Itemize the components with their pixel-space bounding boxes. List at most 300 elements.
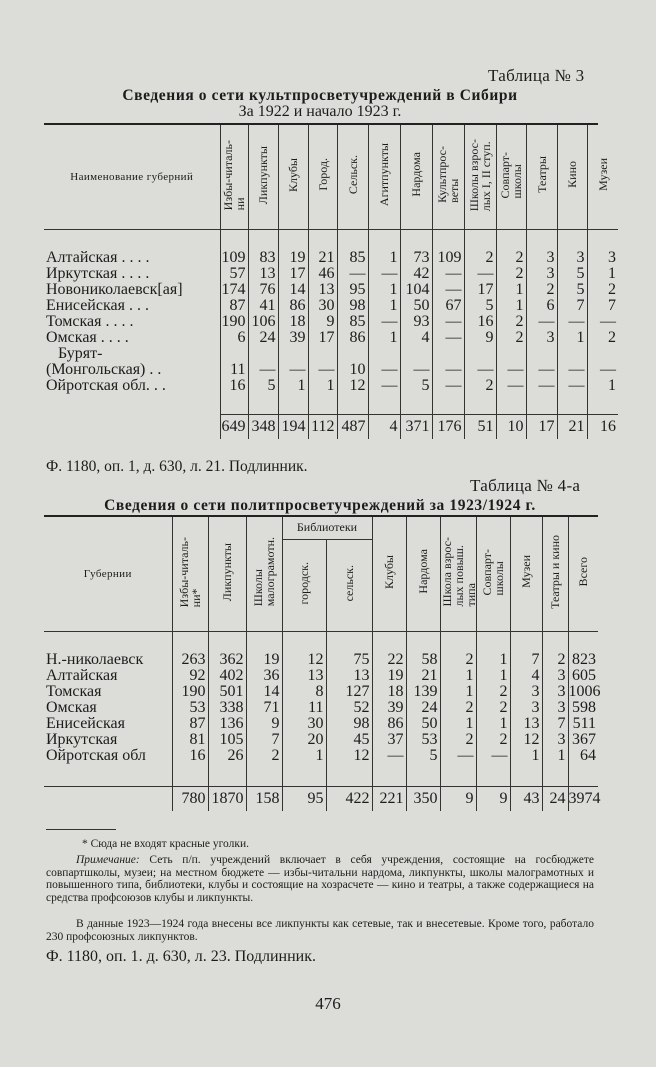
- table3-cell: 5: [248, 378, 278, 394]
- table3-cell: 1: [587, 378, 618, 394]
- table3-cell: 2: [464, 378, 496, 394]
- table3-spacer-cell: [526, 394, 557, 415]
- table4-spacer-cell: [406, 764, 440, 787]
- table4-cell: 45: [326, 732, 372, 748]
- table3-spacer-cell: [308, 394, 337, 415]
- table3-col-header-5-text: Агитпункты: [377, 143, 391, 207]
- table4-spacer-cell: [510, 764, 542, 787]
- table4-cell: 19: [372, 668, 406, 684]
- table4-spacer-cell: [372, 764, 406, 787]
- table4-col-header-7-text: Школа взрос- лых повыш. типа: [439, 536, 478, 607]
- table3-cell: 5: [557, 282, 587, 298]
- table3-spacer-cell: [587, 229, 618, 250]
- table3-spacer-cell: [44, 229, 220, 250]
- table4-cell: 8: [282, 684, 326, 700]
- table3-cell: [400, 346, 432, 362]
- table3-total-cell: 51: [464, 414, 496, 439]
- table3-col-header-5: [368, 125, 400, 229]
- table3-cell: —: [368, 378, 400, 394]
- table4-cell: 13: [326, 668, 372, 684]
- table4-col-header-11: [568, 517, 598, 631]
- table3-cell: [248, 346, 278, 362]
- table3-spacer-row: [44, 229, 618, 250]
- table3-cell: 14: [278, 282, 308, 298]
- table3-cell: 16: [464, 314, 496, 330]
- table4-col-header-8: [476, 517, 510, 631]
- table3-title: Сведения о сети культпросветучреждений в Сибири: [122, 87, 518, 104]
- table3-spacer-cell: [464, 394, 496, 415]
- table4-cell: 50: [406, 716, 440, 732]
- table3-total-cell: 176: [432, 414, 464, 439]
- table4-cell: 22: [372, 652, 406, 668]
- table3-cell: 106: [248, 314, 278, 330]
- table3-spacer-cell: [464, 229, 496, 250]
- table3-spacer-cell: [44, 394, 220, 415]
- table4-cell: 30: [282, 716, 326, 732]
- table3-total-label: [44, 414, 220, 439]
- table4-spacer-cell: [326, 631, 372, 652]
- table3-cell: [496, 346, 526, 362]
- table4-row-name: Томская: [46, 682, 102, 700]
- table4-source: Ф. 1180, оп. 1. д. 630, л. 23. Подлинник.: [46, 948, 316, 965]
- table3-total-cell: 194: [278, 414, 308, 439]
- table3-cell: 50: [400, 298, 432, 314]
- table4-col-header-5-text: Клубы: [382, 554, 397, 589]
- table4-spacer-cell: [440, 764, 476, 787]
- footnote-rule: [46, 829, 116, 830]
- table4-header-row-top: [44, 517, 598, 539]
- table4-cell: 26: [208, 748, 246, 764]
- table3-header-row: [44, 125, 618, 229]
- table4-col-header-0: [172, 517, 208, 631]
- table3-cell: 174: [220, 282, 248, 298]
- table3-cell: —: [557, 314, 587, 330]
- table4-cell: 1: [440, 668, 476, 684]
- table4-cell: 501: [208, 684, 246, 700]
- table3-cell: 24: [248, 330, 278, 346]
- table4-spacer-row: [44, 764, 598, 787]
- table3-cell: 109: [432, 250, 464, 266]
- table4-cell: 37: [372, 732, 406, 748]
- table3-cell: 86: [337, 330, 368, 346]
- table3-cell: 93: [400, 314, 432, 330]
- table3-spacer-cell: [220, 394, 248, 415]
- table4-row-name: Ойротская обл: [46, 746, 146, 764]
- table3-cell: 1: [587, 266, 618, 282]
- table4-cell: 7: [246, 732, 282, 748]
- table3-col-header-4: [337, 125, 368, 229]
- table3-cell: —: [496, 378, 526, 394]
- table4-cell: 367: [568, 732, 598, 748]
- table4-total-label: [44, 786, 172, 811]
- table4-cell: 19: [246, 652, 282, 668]
- table4-col-header-1: [208, 517, 246, 631]
- table3-spacer-cell: [368, 229, 400, 250]
- table3-cell: 3: [557, 250, 587, 266]
- table4-spacer-cell: [172, 631, 208, 652]
- table4-spacer-cell: [510, 631, 542, 652]
- table4-cell: 1: [510, 748, 542, 764]
- table3-cell: 85: [337, 314, 368, 330]
- table3-cell: [464, 346, 496, 362]
- table3-total-cell: 4: [368, 414, 400, 439]
- table4-cell: —: [476, 748, 510, 764]
- table4-cell: 12: [282, 652, 326, 668]
- table3-row: [44, 250, 618, 266]
- table4-cell: —: [372, 748, 406, 764]
- table4-col-header-0-text: Избы-читаль- ни*: [177, 536, 203, 607]
- table3-total-row: [44, 414, 618, 439]
- table3-cell: 1: [496, 282, 526, 298]
- table3-total-cell: 649: [220, 414, 248, 439]
- table4-col-header-6: [406, 517, 440, 631]
- table3-cell: 19: [278, 250, 308, 266]
- table3-col-header-10-text: Театры: [534, 156, 549, 194]
- table4-cell: 605: [568, 668, 598, 684]
- table3-cell: 73: [400, 250, 432, 266]
- table4-col-header-8-text: Совпарт- школы: [480, 548, 507, 595]
- table4-cell: 3: [510, 684, 542, 700]
- table4-spacer-cell: [246, 631, 282, 652]
- table3-cell: —: [248, 362, 278, 378]
- table3-cell: 1: [368, 330, 400, 346]
- table3-col-header-0-text: Избы-читаль- ни: [221, 139, 247, 210]
- table4-cell: 5: [406, 748, 440, 764]
- table4-row-name: Омская: [46, 698, 97, 716]
- table4-cell: 2: [440, 732, 476, 748]
- table3-cell: —: [432, 362, 464, 378]
- table3-cell: —: [368, 314, 400, 330]
- table4-col-header-2-text: Школы малограмотн.: [251, 537, 277, 607]
- table3-spacer-cell: [400, 394, 432, 415]
- table4-cell: 64: [568, 748, 598, 764]
- table3-cell: 2: [587, 330, 618, 346]
- table4-col-header-3-text: городск.: [297, 561, 311, 605]
- table3-cell: 67: [432, 298, 464, 314]
- table3-cell: 109: [220, 250, 248, 266]
- table4-cell: 58: [406, 652, 440, 668]
- table3-row-name: Алтайская . . . .: [46, 248, 150, 266]
- table4-col-header-3: [282, 539, 326, 631]
- table4-cell: 39: [372, 700, 406, 716]
- table3-cell: 83: [248, 250, 278, 266]
- table4-total-cell: 350: [406, 786, 440, 811]
- table3-row-name: Ойротская обл. . .: [46, 376, 166, 394]
- table4-cell: 362: [208, 652, 246, 668]
- table4-total-cell: 43: [510, 786, 542, 811]
- table3-spacer-cell: [248, 394, 278, 415]
- table3-cell: 2: [587, 282, 618, 298]
- table3-col-header-4-text: Сельск.: [345, 155, 360, 195]
- table3-cell: 13: [308, 282, 337, 298]
- table3-cell: 7: [587, 298, 618, 314]
- table3-cell: 1: [308, 378, 337, 394]
- table4-title: Сведения о сети политпросветучреждений за 1923/1924 г.: [104, 497, 536, 514]
- table4-cell: 14: [246, 684, 282, 700]
- table3-cell: 41: [248, 298, 278, 314]
- table4-cell: 598: [568, 700, 598, 716]
- table3-cell: [557, 346, 587, 362]
- table3-col-header-0: [220, 125, 248, 229]
- table3-row-name: Томская . . . .: [46, 312, 134, 330]
- table4-cell: 1: [476, 716, 510, 732]
- table4-cell: 1: [476, 668, 510, 684]
- table3-spacer-cell: [337, 229, 368, 250]
- table3-row: [44, 330, 618, 346]
- table4-cell: 98: [326, 716, 372, 732]
- table3-col-header-2-text: Клубы: [286, 157, 300, 192]
- table3-cell: —: [526, 314, 557, 330]
- table4-spacer-cell: [542, 764, 568, 787]
- table4-spacer-cell: [568, 764, 598, 787]
- table3-col-header-8-text: Школы взрос- лых I, II ступ.: [467, 138, 493, 211]
- table4-row: [44, 700, 598, 716]
- table3-spacer-cell: [278, 394, 308, 415]
- table3-cell: —: [308, 362, 337, 378]
- table4-cell: 11: [282, 700, 326, 716]
- table3-row: [44, 282, 618, 298]
- table4-cell: 13: [510, 716, 542, 732]
- table3-cell: —: [432, 314, 464, 330]
- table4-total-cell: 95: [282, 786, 326, 811]
- table3-col-header-6: [400, 125, 432, 229]
- table3-cell: [308, 346, 337, 362]
- table3-cell: —: [557, 362, 587, 378]
- table4-cell: 16: [172, 748, 208, 764]
- table4-cell: 338: [208, 700, 246, 716]
- table3-cell: 2: [496, 314, 526, 330]
- table3-col-header-2: [278, 125, 308, 229]
- table3-col-header-11-text: Кино: [565, 161, 579, 189]
- table4-cell: 2: [440, 652, 476, 668]
- table3-cell: 1: [557, 330, 587, 346]
- table3-cell: 30: [308, 298, 337, 314]
- table3-cell: 2: [496, 250, 526, 266]
- table4-cell: 3: [542, 668, 568, 684]
- table3-spacer-cell: [220, 229, 248, 250]
- table4-spacer-cell: [372, 631, 406, 652]
- table3-cell: —: [432, 266, 464, 282]
- table4-row: [44, 748, 598, 764]
- table4-cell: 1: [440, 716, 476, 732]
- table4-spacer-cell: [476, 764, 510, 787]
- table3-spacer-cell: [337, 394, 368, 415]
- table4-spacer-cell: [246, 764, 282, 787]
- table4-cell: 2: [476, 700, 510, 716]
- table4-spacer-row: [44, 631, 598, 652]
- table3-cell: —: [464, 266, 496, 282]
- table3-col-header-10: [526, 125, 557, 229]
- table4-cell: 12: [510, 732, 542, 748]
- table3-cell: —: [496, 362, 526, 378]
- table4-cell: 21: [406, 668, 440, 684]
- table4-row: [44, 668, 598, 684]
- table3-cell: 42: [400, 266, 432, 282]
- table3-cell: 39: [278, 330, 308, 346]
- table4-cell: 2: [246, 748, 282, 764]
- table3-cell: [337, 346, 368, 362]
- table3-col-header-8: [464, 125, 496, 229]
- table4-spacer-cell: [568, 631, 598, 652]
- table3-cell: 1: [368, 250, 400, 266]
- table3-cell: [526, 346, 557, 362]
- note-paragraph-2: В данные 1923—1924 года внесены все ликпункты как сетевые, так и внесетевые. Кроме того, работало 230 профсоюзных ликпунктов.: [46, 918, 594, 943]
- table3-spacer-cell: [432, 229, 464, 250]
- table4-spacer-cell: [44, 631, 172, 652]
- table4-cell: 139: [406, 684, 440, 700]
- table4-cell: 2: [476, 684, 510, 700]
- table3-row-name: Енисейская . . .: [46, 296, 149, 314]
- table4-cell: 24: [406, 700, 440, 716]
- page-number: 476: [315, 994, 341, 1013]
- table3-spacer-cell: [557, 394, 587, 415]
- table4-col-header-7: [440, 517, 476, 631]
- table3-cell: 5: [557, 266, 587, 282]
- table3-total-cell: 112: [308, 414, 337, 439]
- table4-cell: 3: [510, 700, 542, 716]
- table4-cell: 402: [208, 668, 246, 684]
- table3-cell: 4: [400, 330, 432, 346]
- table3-total-cell: 21: [557, 414, 587, 439]
- table4-row-name: Иркутская: [46, 730, 118, 748]
- table3-cell: 3: [526, 250, 557, 266]
- table4-label: Таблица № 4-а: [470, 476, 581, 495]
- table3-cell: 2: [496, 266, 526, 282]
- table3-cell: 17: [308, 330, 337, 346]
- table3-cell: 17: [278, 266, 308, 282]
- table3-total-cell: 348: [248, 414, 278, 439]
- table4-col-header-5: [372, 517, 406, 631]
- table3-total-cell: 17: [526, 414, 557, 439]
- table3-cell: —: [464, 362, 496, 378]
- table3-spacer-cell: [496, 394, 526, 415]
- table4-cell: 105: [208, 732, 246, 748]
- table4-group-header: Библиотеки: [282, 517, 372, 539]
- table4-cell: 3: [542, 684, 568, 700]
- table3-row-name: Омская . . . .: [46, 328, 129, 346]
- table3-cell: 46: [308, 266, 337, 282]
- table4-col-header-10-text: Театры и кино: [548, 534, 563, 609]
- table4-col-header-9-text: Музеи: [519, 555, 534, 589]
- table3-cell: 11: [220, 362, 248, 378]
- table3-cell: 17: [464, 282, 496, 298]
- table3-cell: 21: [308, 250, 337, 266]
- table3: [44, 125, 618, 439]
- table4-cell: 12: [326, 748, 372, 764]
- table3-label: Таблица № 3: [488, 66, 585, 85]
- table4-cell: 13: [282, 668, 326, 684]
- table3-spacer-cell: [587, 394, 618, 415]
- table3-cell: 190: [220, 314, 248, 330]
- table3-cell: 9: [308, 314, 337, 330]
- table3-cell: [278, 346, 308, 362]
- table4-cell: 71: [246, 700, 282, 716]
- table4-cell: 4: [510, 668, 542, 684]
- table3-row: [44, 362, 618, 378]
- table3-cell: 16: [220, 378, 248, 394]
- table4-total-cell: 9: [440, 786, 476, 811]
- table3-row: [44, 314, 618, 330]
- table3-total-cell: 10: [496, 414, 526, 439]
- table3-total-cell: 487: [337, 414, 368, 439]
- table3-cell: 10: [337, 362, 368, 378]
- table3-cell: 76: [248, 282, 278, 298]
- table3-row-name: (Монгольская) . .: [46, 360, 162, 378]
- table3-col-header-3-text: Город.: [315, 158, 330, 192]
- note-label: Примечание:: [76, 854, 140, 866]
- table4-cell: 52: [326, 700, 372, 716]
- table4-row: [44, 716, 598, 732]
- table3-cell: 7: [557, 298, 587, 314]
- table4-spacer-cell: [172, 764, 208, 787]
- table3-row-name: Новониколаевск[ая]: [46, 280, 183, 298]
- table3-spacer-row: [44, 394, 618, 415]
- table4-cell: 53: [406, 732, 440, 748]
- table3-total-cell: 16: [587, 414, 618, 439]
- table4-cell: 7: [510, 652, 542, 668]
- table4-cell: 2: [542, 652, 568, 668]
- table3-cell: 2: [496, 330, 526, 346]
- table3-cell: 3: [526, 266, 557, 282]
- table3-cell: 87: [220, 298, 248, 314]
- table3-total-cell: 371: [400, 414, 432, 439]
- table3-cell: [220, 346, 248, 362]
- table3-row: [44, 346, 618, 362]
- table3-row-name: Бурят-: [46, 344, 103, 362]
- table4-spacer-cell: [440, 631, 476, 652]
- table3-row: [44, 378, 618, 394]
- table3-cell: 5: [464, 298, 496, 314]
- table3-source: Ф. 1180, оп. 1, д. 630, л. 21. Подлинник.: [46, 458, 308, 475]
- table4-spacer-cell: [326, 764, 372, 787]
- table4-total-cell: 3974: [568, 786, 598, 811]
- table4-cell: 1: [476, 652, 510, 668]
- table3-cell: 85: [337, 250, 368, 266]
- table3-cell: 57: [220, 266, 248, 282]
- table4-cell: 75: [326, 652, 372, 668]
- table3-cell: [432, 346, 464, 362]
- table4-cell: 86: [372, 716, 406, 732]
- table4-spacer-cell: [406, 631, 440, 652]
- table4-total-cell: 221: [372, 786, 406, 811]
- table3-cell: 1: [278, 378, 308, 394]
- table3-col-header-9: [496, 125, 526, 229]
- table3-cell: 1: [368, 282, 400, 298]
- table4-col-header-4-text: сельск.: [342, 564, 356, 602]
- table3-cell: —: [368, 266, 400, 282]
- table4-cell: 823: [568, 652, 598, 668]
- table4-cell: —: [440, 748, 476, 764]
- table4-row: [44, 652, 598, 668]
- table4-name-header: Губернии: [44, 517, 172, 631]
- table3-cell: 3: [526, 330, 557, 346]
- table3-col-header-12-text: Музеи: [595, 158, 610, 192]
- table3-cell: 5: [400, 378, 432, 394]
- table3-cell: 3: [587, 250, 618, 266]
- table4-spacer-cell: [208, 764, 246, 787]
- table3-cell: —: [432, 330, 464, 346]
- table3-cell: —: [526, 362, 557, 378]
- table3-cell: 98: [337, 298, 368, 314]
- table4-cell: 7: [542, 716, 568, 732]
- table4-spacer-cell: [542, 631, 568, 652]
- table4-cell: 92: [172, 668, 208, 684]
- table4-cell: 3: [542, 732, 568, 748]
- table4-total-cell: 1870: [208, 786, 246, 811]
- table4-row: [44, 684, 598, 700]
- table3-cell: 95: [337, 282, 368, 298]
- table4-cell: 127: [326, 684, 372, 700]
